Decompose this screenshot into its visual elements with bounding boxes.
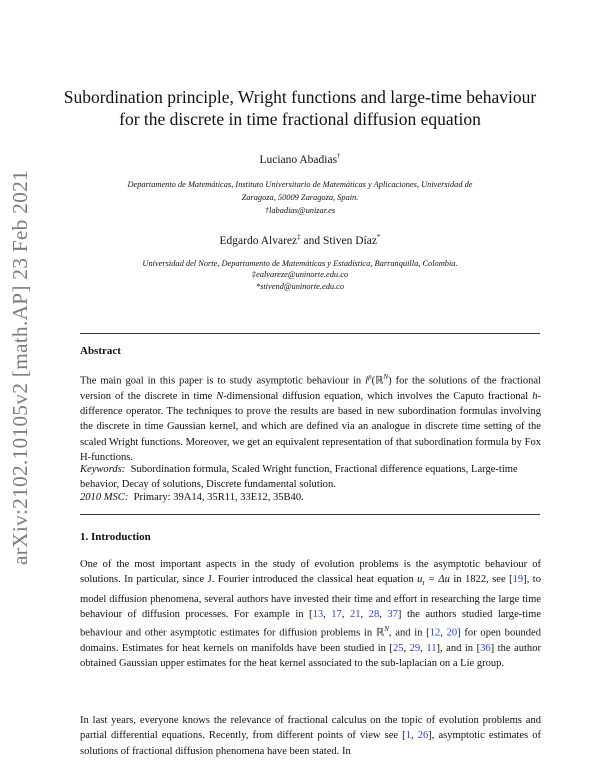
author-3-email: *stivend@uninorte.edu.co xyxy=(255,282,345,291)
citation-link[interactable]: 29 xyxy=(409,643,421,655)
abstract-text-2: for the solutions of the fractional version of the discrete in time xyxy=(80,375,541,402)
citation-link[interactable]: 13 xyxy=(312,609,324,620)
abstract-math-N: N xyxy=(216,390,224,402)
abstract-math-p: p xyxy=(368,373,372,381)
author-2-mark: ‡ xyxy=(297,233,301,241)
citation-link[interactable]: 20 xyxy=(446,627,458,639)
citation-sep: , xyxy=(420,643,427,655)
citation-link[interactable]: 36 xyxy=(480,643,491,655)
citation-link[interactable]: 1 xyxy=(405,730,411,742)
citation-sep: , xyxy=(360,609,369,620)
intro-p1-text-e: , and in [ xyxy=(388,627,430,639)
abstract-math-r: (ℝ xyxy=(371,375,384,387)
arxiv-stamp-text: arXiv:2102.10105v2 [math.AP] 23 Feb 2021 xyxy=(8,170,32,565)
intro-p1-text-f: ] for open bounded domains. Estimates for heat kernels on manifolds have been studied in [ xyxy=(80,627,541,655)
heat-eq-t: t xyxy=(422,579,425,588)
author-2-email: ‡ealvareze@uninorte.edu.co xyxy=(251,270,349,279)
title-line-1: Subordination principle, Wright functions and large-time behaviour xyxy=(63,87,537,107)
msc-text: Primary: 39A14, 35R11, 33E12, 35B40. xyxy=(133,492,304,503)
author-1-mark: † xyxy=(337,152,341,160)
author-1-affiliation xyxy=(60,178,540,204)
abstract-text-1: The main goal in this paper is to study asymptotic behaviour in xyxy=(80,375,366,387)
citation-sep: , xyxy=(323,609,332,620)
citation-link[interactable]: 19 xyxy=(512,574,524,586)
citation-link[interactable]: 21 xyxy=(349,609,361,620)
citation-sep: , xyxy=(403,643,410,655)
citation-sep: , xyxy=(341,609,350,620)
paper-title xyxy=(60,86,540,130)
affiliation-line-1: Departamento de Matemáticas, Instituto Universitario de Matemáticas y Aplicaciones, Universidad de xyxy=(127,180,473,189)
citation-sep: , xyxy=(440,627,447,639)
author-2-name: Edgardo Alvarez xyxy=(219,234,298,247)
intro-p2-text-a: In last years, everyone knows the relevance of fractional calculus on the topic of evolution problems and partial differential equations. Recently, from different points of view see [ xyxy=(80,715,541,742)
intro-p1-text-a: One of the most important aspects in the study of evolution problems is the asymptotic behaviour of solutions. In particular, since J. Fourier introduced the classical heat equation xyxy=(80,559,541,586)
citation-sep: , xyxy=(410,730,418,742)
abstract-bottom-rule xyxy=(80,514,540,515)
author-3-mark: * xyxy=(376,233,381,241)
author-3-name: Stiven Díaz xyxy=(322,234,377,247)
section-heading-introduction: 1. Introduction xyxy=(80,531,151,543)
citation-link[interactable]: 12 xyxy=(429,627,441,639)
intro-p1-text-h: ] the author obtained Gaussian upper estimates for the heat kernel associated to the sub-laplacian on a Lie group. xyxy=(80,643,541,670)
keywords-text: Subordination formula, Scaled Wright function, Fractional difference equations, Large-time behavior, Decay of solutions, Discrete fundamental solution. xyxy=(80,464,518,490)
abstract-text-4: -difference operator. The techniques to prove the results are based in new subordination formulas involving the discrete in time Gaussian kernel, and which are defined via an analogue in discrete time setting of the scaled Wright functions. Moreover, we get an equivalent representation of that subordination formula by Fox H-functions. xyxy=(80,390,541,463)
authors-2-affiliation: Universidad del Norte, Departamento de Matemáticas y Estadística, Barranquilla, Colombia. xyxy=(142,259,458,268)
intro-paragraph-2 xyxy=(80,713,541,759)
citation-sep: , xyxy=(379,609,388,620)
rn-superscript: N xyxy=(384,625,389,634)
intro-p2-text-b: ], asymptotic estimates of solutions of fractional diffusion phenomena have been stated. In xyxy=(80,730,541,757)
abstract-top-rule xyxy=(80,333,540,334)
abstract-text xyxy=(80,370,541,465)
abstract-heading: Abstract xyxy=(80,345,121,357)
authors-2 xyxy=(60,233,540,247)
abstract-math-n: N xyxy=(383,373,389,381)
author-1-name: Luciano Abadias xyxy=(259,153,338,166)
citation-link[interactable]: 11 xyxy=(426,643,437,655)
msc xyxy=(80,490,541,505)
citation-link[interactable]: 17 xyxy=(331,609,342,620)
heat-eq-u: u xyxy=(417,574,423,586)
keywords xyxy=(80,462,541,492)
abstract-math-h: h xyxy=(532,390,538,402)
abstract-text-3: -dimensional diffusion equation, which involves the Caputo fractional xyxy=(223,390,533,402)
abstract-math-close: ) xyxy=(388,375,392,387)
intro-p1-text-b: in 1822, see [ xyxy=(449,574,513,586)
title-line-2: for the discrete in time fractional diffusion equation xyxy=(119,109,481,129)
citation-link[interactable]: 25 xyxy=(392,643,404,655)
citation-link[interactable]: 37 xyxy=(387,609,398,620)
citation-link[interactable]: 26 xyxy=(417,730,429,742)
msc-label: 2010 MSC: xyxy=(80,492,129,503)
keywords-label: Keywords: xyxy=(80,464,126,475)
intro-p1-text-d: ] the authors studied large-time behaviour and other asymptotic estimates for diffusion problems in ℝ xyxy=(80,609,542,639)
abstract-math-l: l xyxy=(365,375,369,387)
intro-paragraph-1 xyxy=(80,557,541,672)
author-1-email: †labadias@unizar.es xyxy=(264,206,336,215)
intro-p1-text-g: ], and in [ xyxy=(436,643,481,655)
author-1 xyxy=(60,152,540,166)
affiliation-line-2: Zaragoza, 50009 Zaragoza, Spain. xyxy=(241,193,359,202)
heat-eq-rhs: = Δu xyxy=(424,574,450,586)
intro-p1-text-c: ], to model diffusion phenomena, several authors have invested their time and effort in researching the large time behaviour of diffusion processes. For example in [ xyxy=(80,574,541,620)
and-text: and xyxy=(300,234,323,247)
citation-link[interactable]: 28 xyxy=(368,609,380,620)
